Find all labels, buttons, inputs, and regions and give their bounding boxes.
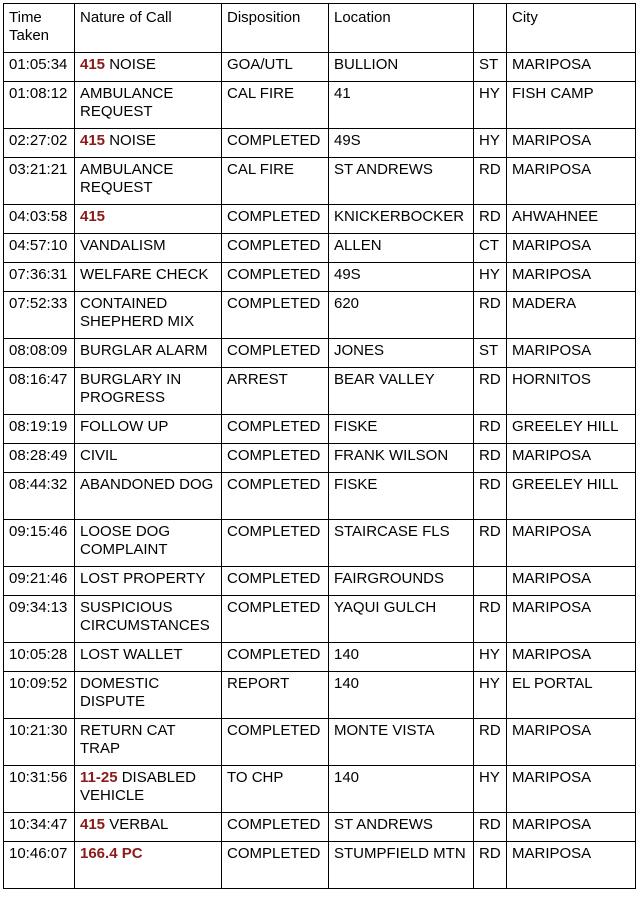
table-row (4, 129, 636, 158)
table-row (4, 842, 636, 889)
nature-of-call-cell (75, 415, 222, 444)
call-description: AMBULANCE REQUEST (80, 161, 174, 196)
location-cell: FISKE (329, 415, 474, 444)
location-cell: 49S (329, 129, 474, 158)
location-cell: 140 (329, 672, 474, 719)
nature-of-call-cell (75, 205, 222, 234)
time-cell: 09:34:13 (4, 596, 75, 643)
call-description: DISABLED VEHICLE (80, 769, 196, 804)
location-cell: 49S (329, 263, 474, 292)
location-cell: STAIRCASE FLS (329, 520, 474, 567)
nature-of-call-cell (75, 643, 222, 672)
nature-of-call-cell (75, 368, 222, 415)
location-cell: 140 (329, 766, 474, 813)
nature-of-call-cell (75, 339, 222, 368)
call-description: CIVIL (80, 447, 118, 464)
time-cell: 08:08:09 (4, 339, 75, 368)
call-description: BURGLAR ALARM (80, 342, 208, 359)
time-cell: 07:36:31 (4, 263, 75, 292)
disposition-cell: REPORT (222, 672, 329, 719)
time-cell: 08:28:49 (4, 444, 75, 473)
location-cell: 140 (329, 643, 474, 672)
table-row (4, 567, 636, 596)
call-description: CONTAINED SHEPHERD MIX (80, 295, 195, 330)
nature-of-call-cell (75, 158, 222, 205)
table-row (4, 444, 636, 473)
disposition-cell: COMPLETED (222, 234, 329, 263)
table-row (4, 415, 636, 444)
street-suffix-cell: RD (474, 205, 507, 234)
city-cell: EL PORTAL (507, 672, 636, 719)
disposition-cell: COMPLETED (222, 643, 329, 672)
location-cell: JONES (329, 339, 474, 368)
nature-of-call-cell (75, 263, 222, 292)
call-description: VERBAL (105, 816, 169, 833)
time-cell: 10:34:47 (4, 813, 75, 842)
city-cell: MARIPOSA (507, 520, 636, 567)
location-cell: BEAR VALLEY (329, 368, 474, 415)
nature-of-call-cell (75, 672, 222, 719)
time-cell: 09:15:46 (4, 520, 75, 567)
nature-of-call-cell (75, 53, 222, 82)
table-row (4, 766, 636, 813)
street-suffix-cell: RD (474, 842, 507, 889)
city-cell: MARIPOSA (507, 643, 636, 672)
city-cell: MARIPOSA (507, 53, 636, 82)
time-cell: 10:31:56 (4, 766, 75, 813)
street-suffix-cell: RD (474, 444, 507, 473)
table-row (4, 158, 636, 205)
call-description: DOMESTIC DISPUTE (80, 675, 160, 710)
city-cell: MARIPOSA (507, 158, 636, 205)
table-row (4, 672, 636, 719)
city-cell: MADERA (507, 292, 636, 339)
city-cell: MARIPOSA (507, 719, 636, 766)
time-cell: 07:52:33 (4, 292, 75, 339)
disposition-cell: CAL FIRE (222, 82, 329, 129)
city-cell: GREELEY HILL (507, 415, 636, 444)
call-description: NOISE (105, 56, 156, 73)
city-cell: MARIPOSA (507, 813, 636, 842)
nature-of-call-cell (75, 567, 222, 596)
call-code: 415 (80, 56, 106, 73)
nature-of-call-cell (75, 766, 222, 813)
call-description: LOOSE DOG COMPLAINT (80, 523, 171, 558)
header-row (4, 4, 636, 53)
header-disposition: Disposition (222, 4, 329, 53)
street-suffix-cell: CT (474, 234, 507, 263)
time-cell: 08:16:47 (4, 368, 75, 415)
call-code: 11-25 (80, 769, 118, 786)
street-suffix-cell: RD (474, 368, 507, 415)
header-nature-of-call: Nature of Call (75, 4, 222, 53)
street-suffix-cell: RD (474, 473, 507, 520)
nature-of-call-cell (75, 596, 222, 643)
disposition-cell: CAL FIRE (222, 158, 329, 205)
location-cell: ST ANDREWS (329, 813, 474, 842)
street-suffix-cell: HY (474, 766, 507, 813)
call-log-table (3, 3, 636, 889)
nature-of-call-cell (75, 234, 222, 263)
table-row (4, 263, 636, 292)
nature-of-call-cell (75, 129, 222, 158)
table-row (4, 719, 636, 766)
time-cell: 04:03:58 (4, 205, 75, 234)
street-suffix-cell: RD (474, 596, 507, 643)
call-code: 415 (80, 208, 106, 225)
disposition-cell: ARREST (222, 368, 329, 415)
call-code: 415 (80, 816, 106, 833)
header-time-taken: Time Taken (4, 4, 75, 53)
nature-of-call-cell (75, 444, 222, 473)
location-cell: FAIRGROUNDS (329, 567, 474, 596)
time-cell: 10:21:30 (4, 719, 75, 766)
street-suffix-cell (474, 567, 507, 596)
call-code: 415 (80, 132, 106, 149)
nature-of-call-cell (75, 842, 222, 889)
time-cell: 01:05:34 (4, 53, 75, 82)
time-cell: 08:44:32 (4, 473, 75, 520)
time-cell: 04:57:10 (4, 234, 75, 263)
nature-of-call-cell (75, 292, 222, 339)
city-cell: MARIPOSA (507, 263, 636, 292)
call-description: VANDALISM (80, 237, 166, 254)
header-location: Location (329, 4, 474, 53)
disposition-cell: COMPLETED (222, 205, 329, 234)
city-cell: MARIPOSA (507, 234, 636, 263)
table-row (4, 643, 636, 672)
disposition-cell: COMPLETED (222, 415, 329, 444)
street-suffix-cell: HY (474, 263, 507, 292)
time-cell: 01:08:12 (4, 82, 75, 129)
table-row (4, 368, 636, 415)
call-description: LOST PROPERTY (80, 570, 206, 587)
call-description: FOLLOW UP (80, 418, 169, 435)
street-suffix-cell: RD (474, 813, 507, 842)
street-suffix-cell: ST (474, 53, 507, 82)
street-suffix-cell: RD (474, 158, 507, 205)
city-cell: FISH CAMP (507, 82, 636, 129)
street-suffix-cell: RD (474, 415, 507, 444)
street-suffix-cell: RD (474, 719, 507, 766)
nature-of-call-cell (75, 719, 222, 766)
disposition-cell: COMPLETED (222, 129, 329, 158)
location-cell: STUMPFIELD MTN (329, 842, 474, 889)
time-cell: 08:19:19 (4, 415, 75, 444)
nature-of-call-cell (75, 82, 222, 129)
call-description: ABANDONED DOG (80, 476, 214, 493)
table-row (4, 596, 636, 643)
disposition-cell: COMPLETED (222, 339, 329, 368)
call-log-body (4, 53, 636, 889)
city-cell: MARIPOSA (507, 129, 636, 158)
location-cell: ST ANDREWS (329, 158, 474, 205)
street-suffix-cell: HY (474, 82, 507, 129)
location-cell: 41 (329, 82, 474, 129)
city-cell: MARIPOSA (507, 444, 636, 473)
table-row (4, 234, 636, 263)
disposition-cell: COMPLETED (222, 292, 329, 339)
location-cell: BULLION (329, 53, 474, 82)
table-row (4, 82, 636, 129)
city-cell: MARIPOSA (507, 339, 636, 368)
call-description: SUSPICIOUS CIRCUMSTANCES (80, 599, 210, 634)
time-cell: 03:21:21 (4, 158, 75, 205)
street-suffix-cell: HY (474, 129, 507, 158)
time-cell: 02:27:02 (4, 129, 75, 158)
street-suffix-cell: HY (474, 643, 507, 672)
disposition-cell: COMPLETED (222, 596, 329, 643)
call-code: 166.4 PC (80, 845, 143, 862)
call-description: BURGLARY IN PROGRESS (80, 371, 182, 406)
disposition-cell: COMPLETED (222, 567, 329, 596)
disposition-cell: COMPLETED (222, 473, 329, 520)
street-suffix-cell: RD (474, 292, 507, 339)
location-cell: FISKE (329, 473, 474, 520)
header-suffix (474, 4, 507, 53)
disposition-cell: COMPLETED (222, 263, 329, 292)
nature-of-call-cell (75, 520, 222, 567)
city-cell: MARIPOSA (507, 842, 636, 889)
call-description: WELFARE CHECK (80, 266, 209, 283)
city-cell: MARIPOSA (507, 596, 636, 643)
disposition-cell: COMPLETED (222, 842, 329, 889)
time-cell: 10:05:28 (4, 643, 75, 672)
city-cell: MARIPOSA (507, 567, 636, 596)
disposition-cell: COMPLETED (222, 444, 329, 473)
street-suffix-cell: RD (474, 520, 507, 567)
disposition-cell: COMPLETED (222, 520, 329, 567)
call-description: RETURN CAT TRAP (80, 722, 176, 757)
disposition-cell: GOA/UTL (222, 53, 329, 82)
disposition-cell: COMPLETED (222, 813, 329, 842)
city-cell: MARIPOSA (507, 766, 636, 813)
location-cell: MONTE VISTA (329, 719, 474, 766)
city-cell: HORNITOS (507, 368, 636, 415)
time-cell: 09:21:46 (4, 567, 75, 596)
table-row (4, 339, 636, 368)
table-row (4, 813, 636, 842)
table-row (4, 205, 636, 234)
city-cell: AHWAHNEE (507, 205, 636, 234)
location-cell: FRANK WILSON (329, 444, 474, 473)
table-row (4, 53, 636, 82)
disposition-cell: TO CHP (222, 766, 329, 813)
table-row (4, 473, 636, 520)
call-description: NOISE (105, 132, 156, 149)
call-description: LOST WALLET (80, 646, 183, 663)
location-cell: YAQUI GULCH (329, 596, 474, 643)
time-cell: 10:46:07 (4, 842, 75, 889)
time-cell: 10:09:52 (4, 672, 75, 719)
city-cell: GREELEY HILL (507, 473, 636, 520)
nature-of-call-cell (75, 473, 222, 520)
location-cell: ALLEN (329, 234, 474, 263)
street-suffix-cell: HY (474, 672, 507, 719)
call-description: AMBULANCE REQUEST (80, 85, 174, 120)
header-city: City (507, 4, 636, 53)
location-cell: KNICKERBOCKER (329, 205, 474, 234)
street-suffix-cell: ST (474, 339, 507, 368)
disposition-cell: COMPLETED (222, 719, 329, 766)
table-row (4, 292, 636, 339)
table-row (4, 520, 636, 567)
nature-of-call-cell (75, 813, 222, 842)
location-cell: 620 (329, 292, 474, 339)
